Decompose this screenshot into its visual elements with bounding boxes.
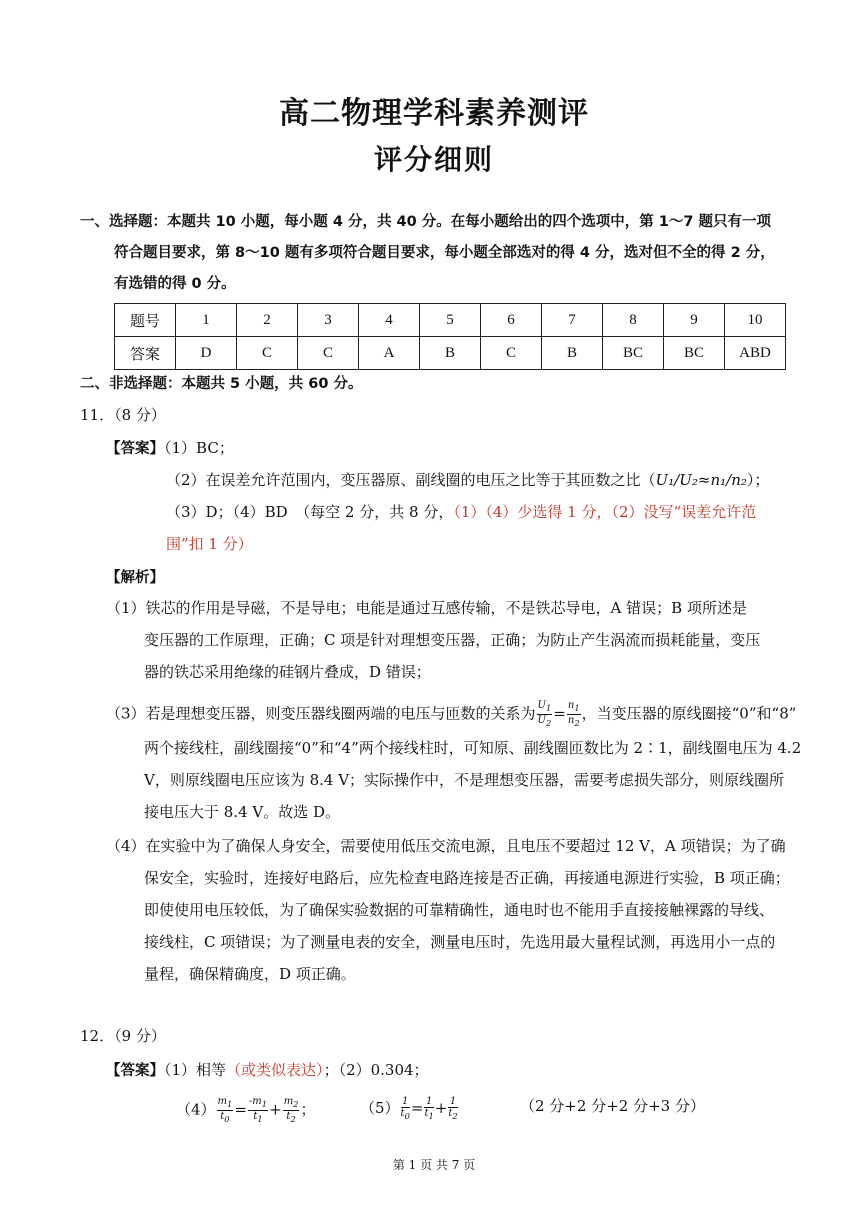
q12-a2: ；（2）0.304； [323,1061,429,1079]
q11-p4-line1: （4）在实验中为了确保人身安全，需要使用低压交流电源，且电压不要超过 12 V，A 项错误；为了确 [106,837,786,855]
q11-a3: （3）D；（4）BD （每空 2 分，共 8 分， [166,503,454,521]
table-cell: BC [603,337,664,370]
table-cell: C [481,337,542,370]
page-title: 高二物理学科素养测评 [279,96,589,131]
q11-p3-line3: V，则原线圈电压应该为 8.4 V；实际操作中，不是理想变压器，需要考虑损失部分，则原线圈所 [144,771,785,789]
section2-heading: 二、非选择题：本题共 5 小题，共 60 分。 [80,376,363,392]
table-cell: B [420,337,481,370]
section1-line2: 符合题目要求，第 8～10 题有多项符合题目要求，每小题全部选对的得 4 分，选对但不全的得 2 分， [114,245,775,261]
q11-a2-end: ）； [746,471,770,489]
q12-answer-line1 [106,1060,429,1081]
page-subtitle: 评分细则 [373,143,494,176]
table-row-numbers [115,304,786,337]
table-cell: 10 [725,304,786,337]
q12-a1-red: （或类似表达） [226,1061,324,1079]
formula-fraction: $\frac{1}{t_2}$ [448,1096,458,1121]
q11-a1: （1）BC； [164,439,234,457]
table-cell: 7 [542,304,603,337]
table-cell: B [542,337,603,370]
table-cell: 1 [176,304,237,337]
section1-line1: 一、选择题：本题共 10 小题，每小题 4 分，共 40 分。在每小题给出的四个选项中，第 1～7 题只有一项 [80,214,772,230]
table-cell: D [176,337,237,370]
table-cell: 5 [420,304,481,337]
table-cell: 6 [481,304,542,337]
q11-p4-line5: 量程，确保精确度，D 项正确。 [144,965,356,983]
q12-scores: （2 分+2 分+2 分+3 分） [520,1097,705,1115]
table-cell: BC [664,337,725,370]
table-row-answers [115,337,786,370]
q11-p3-line1: （3）若是理想变压器，则变压器线圈两端的电压与匝数的关系为 $\frac{U_1}{U_2}$ = $\frac{n_1}{n_2}$ ，当变压器的原线圈接“0”和“8” [106,700,797,728]
q11-a2: （2）在误差允许范围内，变压器原、副线圈的电压之比等于其匝数之比（ [166,471,656,489]
q12-a5-label: （5） [360,1099,400,1117]
q11-answer-line4: 围”扣 1 分） [166,535,253,553]
table-answer-label: 答案 [115,337,176,370]
q11-p3-line2: 两个接线柱，副线圈接“0”和“4”两个接线柱时，可知原、副线圈匝数比为 2∶1，副线圈电压为 4.2 [144,739,802,757]
q11-p1-line2: 变压器的工作原理，正确；C 项是针对理想变压器，正确；为防止产生涡流而损耗能量，变压 [144,631,761,649]
formula-fraction: $\frac{-m_1}{t_1}$ [248,1096,268,1124]
q11-p4-line4: 接线柱，C 项错误；为了测量电表的安全，测量电压时，先选用最大量程试测，再选用小一点的 [144,933,776,951]
table-header-label: 题号 [115,304,176,337]
formula-fraction: $\frac{m_2}{t_2}$ [283,1096,299,1124]
q11-answer-line1 [106,438,234,459]
voltage-ratio-fraction: $\frac{U_1}{U_2}$ [537,700,552,728]
table-cell: C [298,337,359,370]
q12-answer-line2: （4） $\frac{m_1}{t_0}$ = $\frac{-m_1}{t_1}$ + $\frac{m_2}{t_2}$ ； [176,1096,316,1124]
q11-p4-line3: 即使使用电压较低，为了确保实验数据的可靠精确性，通电时也不能用手直接接触裸露的导线、 [144,901,775,919]
table-cell: ABD [725,337,786,370]
formula-fraction: $\frac{m_1}{t_0}$ [217,1096,233,1124]
analysis-tag: 【解析】 [106,570,164,586]
q11-answer-line2 [166,470,769,490]
answer-tag: 【答案】 [106,441,164,457]
answer-tag: 【答案】 [106,1063,164,1079]
q11-p4-line2: 保安全，实验时，连接好电路后，应先检查电路连接是否正确，再接通电源进行实验，B 项正确； [144,869,790,887]
turns-ratio-fraction: $\frac{n_1}{n_2}$ [567,700,580,728]
q12-heading: 12．（9 分） [80,1027,166,1045]
table-cell: A [359,337,420,370]
table-cell: 2 [237,304,298,337]
section1-line3: 有选错的得 0 分。 [114,276,236,292]
q12-answer-line2b: （5） $\frac{1}{t_0}$ = $\frac{1}{t_1}$ + $\frac{1}{t_2}$ [360,1096,458,1121]
q12-a1: （1）相等 [164,1061,227,1079]
table-cell: 8 [603,304,664,337]
table-cell: 9 [664,304,725,337]
q11-heading: 11．（8 分） [80,406,166,424]
q11-p3-line4: 接电压大于 8.4 V。故选 D。 [144,803,341,821]
q11-p1-line3: 器的铁芯采用绝缘的硅钢片叠成，D 错误； [144,663,431,681]
table-cell: 3 [298,304,359,337]
q12-a4-label: （4） [176,1100,216,1119]
q11-p1-line1: （1）铁芯的作用是导磁，不是导电；电能是通过互感传输，不是铁芯导电，A 错误；B 项所述是 [106,599,747,617]
q11-p3-text-b: ，当变压器的原线圈接“0”和“8” [581,704,797,723]
table-cell: 4 [359,304,420,337]
table-cell: C [237,337,298,370]
q11-a3-red: （1）（4）少选得 1 分，（2）没写“误差允许范 [453,503,757,521]
q11-answer-line3 [166,502,756,522]
formula-fraction: $\frac{1}{t_0}$ [400,1096,410,1121]
q11-p3-text-a: （3）若是理想变压器，则变压器线圈两端的电压与匝数的关系为 [106,704,536,723]
formula-fraction: $\frac{1}{t_1}$ [424,1096,434,1121]
answer-table [114,303,786,370]
page-footer: 第 1 页 共 7 页 [392,1158,476,1172]
q11-a2-formula: U₁/U₂≈n₁/n₂ [655,471,747,489]
